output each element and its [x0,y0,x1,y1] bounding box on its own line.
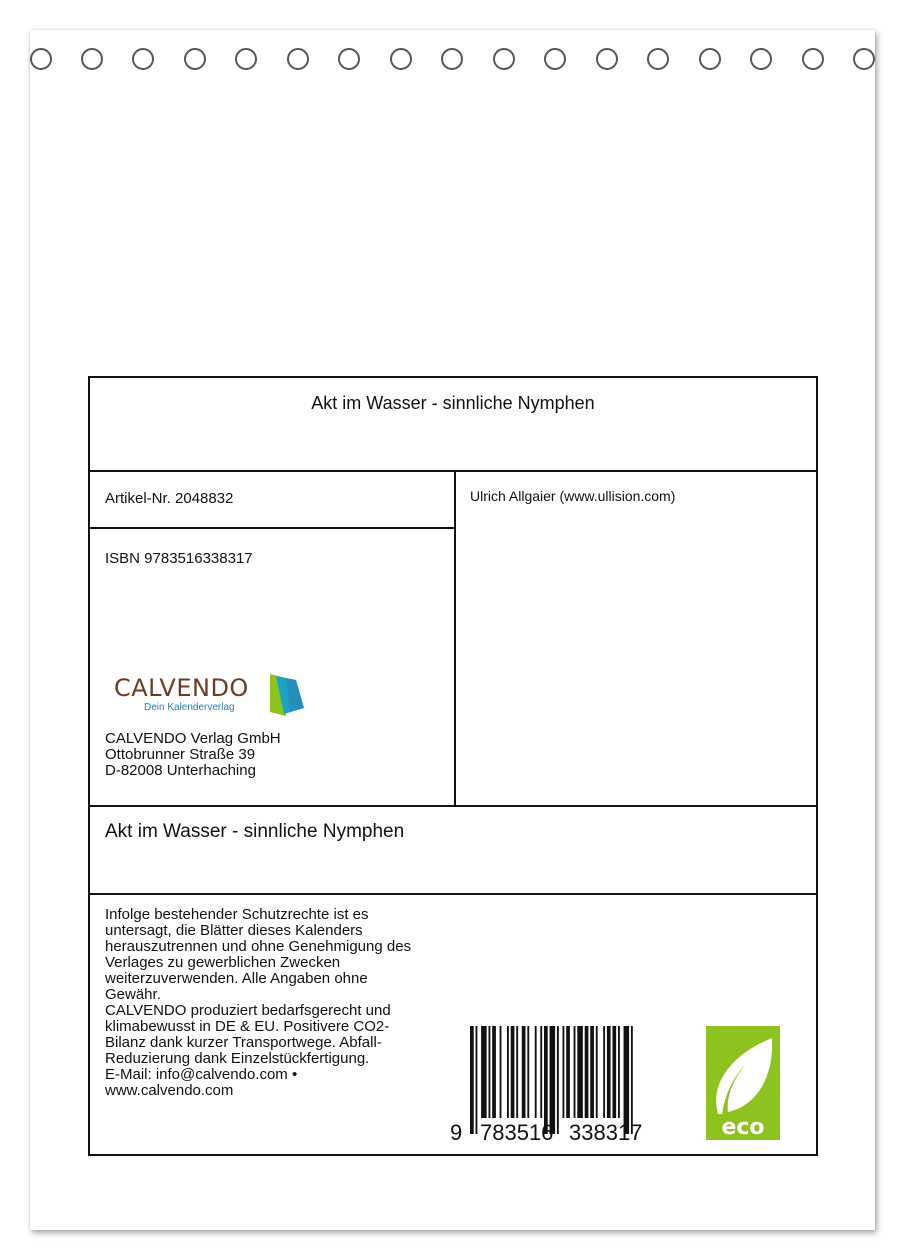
author-credit: Ulrich Allgaier (www.ullision.com) [470,488,676,504]
product-title: Akt im Wasser - sinnliche Nymphen [105,821,405,842]
barcode-group-1: 783516 [480,1120,554,1145]
binding-hole [802,48,824,70]
barcode-bar [624,1026,630,1134]
legal-line: klimabewusst in DE & EU. Positivere CO2- [105,1018,390,1035]
legal-line: weiterzuverwenden. Alle Angaben ohne [105,970,368,987]
eco-label: eco [721,1115,765,1140]
binding-hole [235,48,257,70]
binding-hole [30,48,52,70]
barcode-bar [563,1026,565,1118]
binding-hole [390,48,412,70]
divider [454,470,456,806]
barcode-digit-first: 9 [450,1120,463,1145]
binding-hole [132,48,154,70]
legal-line: Reduzierung dank Einzelstückfertigung. [105,1050,370,1067]
header-title: Akt im Wasser - sinnliche Nymphen [311,393,595,413]
divider [90,805,816,807]
publisher-street: Ottobrunner Straße 39 [105,746,256,763]
barcode-bar [500,1026,502,1118]
barcode-bar [481,1026,487,1118]
barcode-bar [612,1026,616,1118]
barcode-bar [470,1026,474,1134]
barcode-bar [535,1026,537,1118]
logo-wordmark: CALVENDO [114,674,249,702]
barcode-bar [540,1026,542,1118]
legal-line: Infolge bestehender Schutzrechte ist es [105,906,369,923]
barcode-bar [527,1026,529,1118]
binding-hole [184,48,206,70]
isbn-barcode [450,1026,656,1145]
barcode-bar [550,1026,556,1134]
legal-line: Bilanz dank kurzer Transportwege. Abfall- [105,1034,382,1051]
binding-hole [853,48,875,70]
binding-hole [81,48,103,70]
barcode-bar [577,1026,583,1118]
barcode-bar [631,1026,633,1134]
calvendo-page-icon [270,674,308,716]
legal-line: untersagt, die Blätter dieses Kalenders [105,922,363,939]
article-number: Artikel-Nr. 2048832 [105,490,234,507]
binding-hole [441,48,463,70]
binding-hole [647,48,669,70]
binding-hole [596,48,618,70]
barcode-bar [516,1026,518,1118]
info-frame [88,376,818,1156]
legal-line: CALVENDO produziert bedarfsgerecht und [105,1002,391,1019]
barcode-bar [585,1026,589,1118]
logo-tagline: Dein Kalenderverlag [144,702,235,713]
barcode-bar [489,1026,491,1118]
legal-notice [105,907,445,1099]
divider [90,893,816,895]
barcode-bar [507,1026,509,1118]
barcode-bar [596,1026,598,1118]
barcode-bar [607,1026,611,1118]
legal-line: www.calvendo.com [105,1082,234,1099]
publisher-city: D-82008 Unterhaching [105,762,256,779]
legal-line: Gewähr. [105,986,161,1003]
barcode-bar [590,1026,594,1118]
legal-line: E-Mail: info@calvendo.com • [105,1066,298,1083]
calvendo-logo [114,672,294,722]
publisher-name: CALVENDO Verlag GmbH [105,730,281,747]
barcode-bar [566,1026,570,1118]
barcode-bar [492,1026,496,1118]
binding-hole [338,48,360,70]
legal-line: Verlages zu gewerblichen Zwecken [105,954,341,971]
barcode-bar [476,1026,478,1134]
barcode-bar [544,1026,548,1134]
barcode-bar [511,1026,515,1118]
barcode-bar [603,1026,605,1118]
barcode-bar [557,1026,559,1134]
binding-holes [0,0,905,90]
barcode-group-2: 338317 [569,1120,643,1145]
binding-hole [750,48,772,70]
divider [90,527,454,529]
legal-line: herauszutrennen und ohne Genehmigung des [105,938,412,955]
binding-hole [699,48,721,70]
eco-badge [706,1026,780,1140]
barcode-bar [574,1026,576,1118]
isbn: ISBN 9783516338317 [105,550,253,567]
binding-hole [287,48,309,70]
divider [90,470,816,472]
barcode-bar [522,1026,526,1118]
barcode-bar [618,1026,620,1118]
binding-hole [493,48,515,70]
binding-hole [544,48,566,70]
